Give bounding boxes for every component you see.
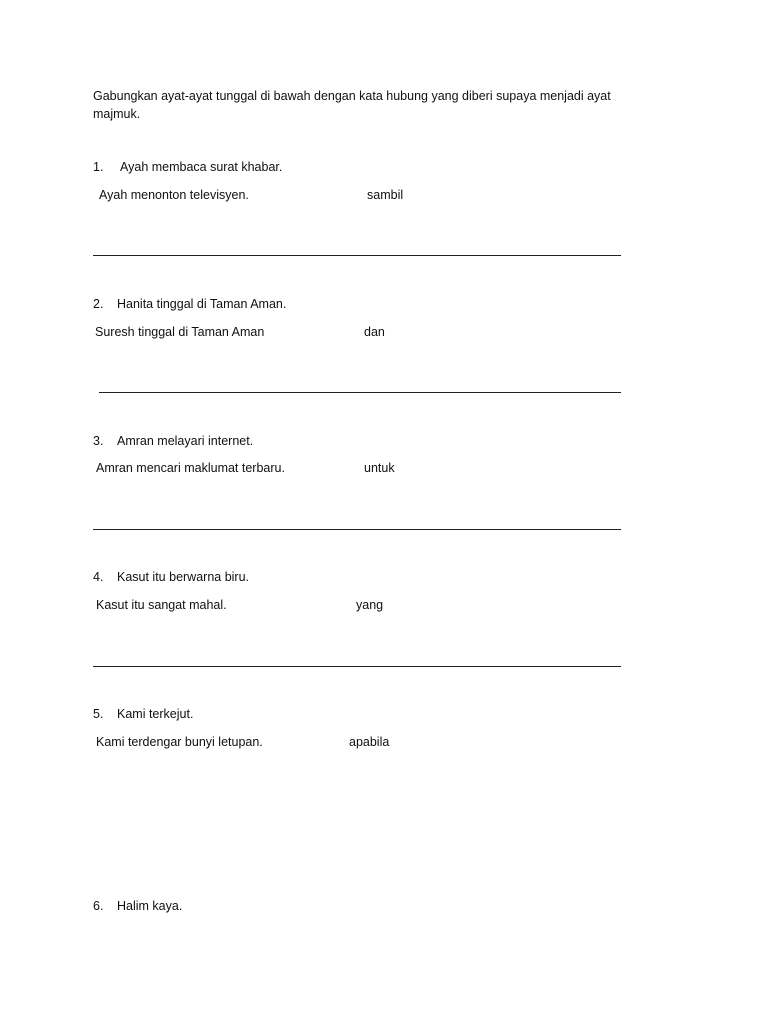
question-number: 4. — [93, 570, 104, 584]
question-sentence-1: Halim kaya. — [117, 899, 183, 913]
conjunction-word: sambil — [367, 188, 404, 202]
question-5-heading — [93, 707, 193, 721]
conjunction-word: dan — [364, 325, 385, 339]
answer-line[interactable] — [93, 255, 621, 256]
question-4-heading — [93, 570, 249, 584]
question-number: 5. — [93, 707, 104, 721]
question-number: 1. — [93, 160, 104, 174]
question-sentence-1: Kasut itu berwarna biru. — [117, 570, 250, 584]
question-sentence-1: Ayah membaca surat khabar. — [120, 160, 283, 174]
question-2-heading — [93, 297, 286, 311]
question-number: 6. — [93, 899, 104, 913]
question-sentence-2: Suresh tinggal di Taman Aman — [95, 325, 265, 339]
answer-line[interactable] — [93, 529, 621, 530]
conjunction-word: yang — [356, 598, 384, 612]
question-1-heading — [93, 160, 282, 174]
question-number: 3. — [93, 434, 104, 448]
answer-line[interactable] — [93, 666, 621, 667]
conjunction-word: apabila — [349, 735, 390, 749]
question-number: 2. — [93, 297, 104, 311]
question-sentence-2: Kasut itu sangat mahal. — [96, 598, 227, 612]
question-6-heading — [93, 899, 182, 913]
conjunction-word: untuk — [364, 461, 395, 475]
question-sentence-1: Amran melayari internet. — [117, 434, 254, 448]
question-sentence-1: Kami terkejut. — [117, 707, 194, 721]
question-sentence-2: Ayah menonton televisyen. — [99, 188, 249, 202]
question-sentence-2: Kami terdengar bunyi letupan. — [96, 735, 263, 749]
question-sentence-1: Hanita tinggal di Taman Aman. — [117, 297, 287, 311]
question-3-heading — [93, 434, 253, 448]
answer-line[interactable] — [99, 392, 621, 393]
question-sentence-2: Amran mencari maklumat terbaru. — [96, 461, 285, 475]
instruction-text: Gabungkan ayat-ayat tunggal di bawah dengan kata hubung yang diberi supaya menjadi ayat majmuk. — [93, 89, 611, 121]
